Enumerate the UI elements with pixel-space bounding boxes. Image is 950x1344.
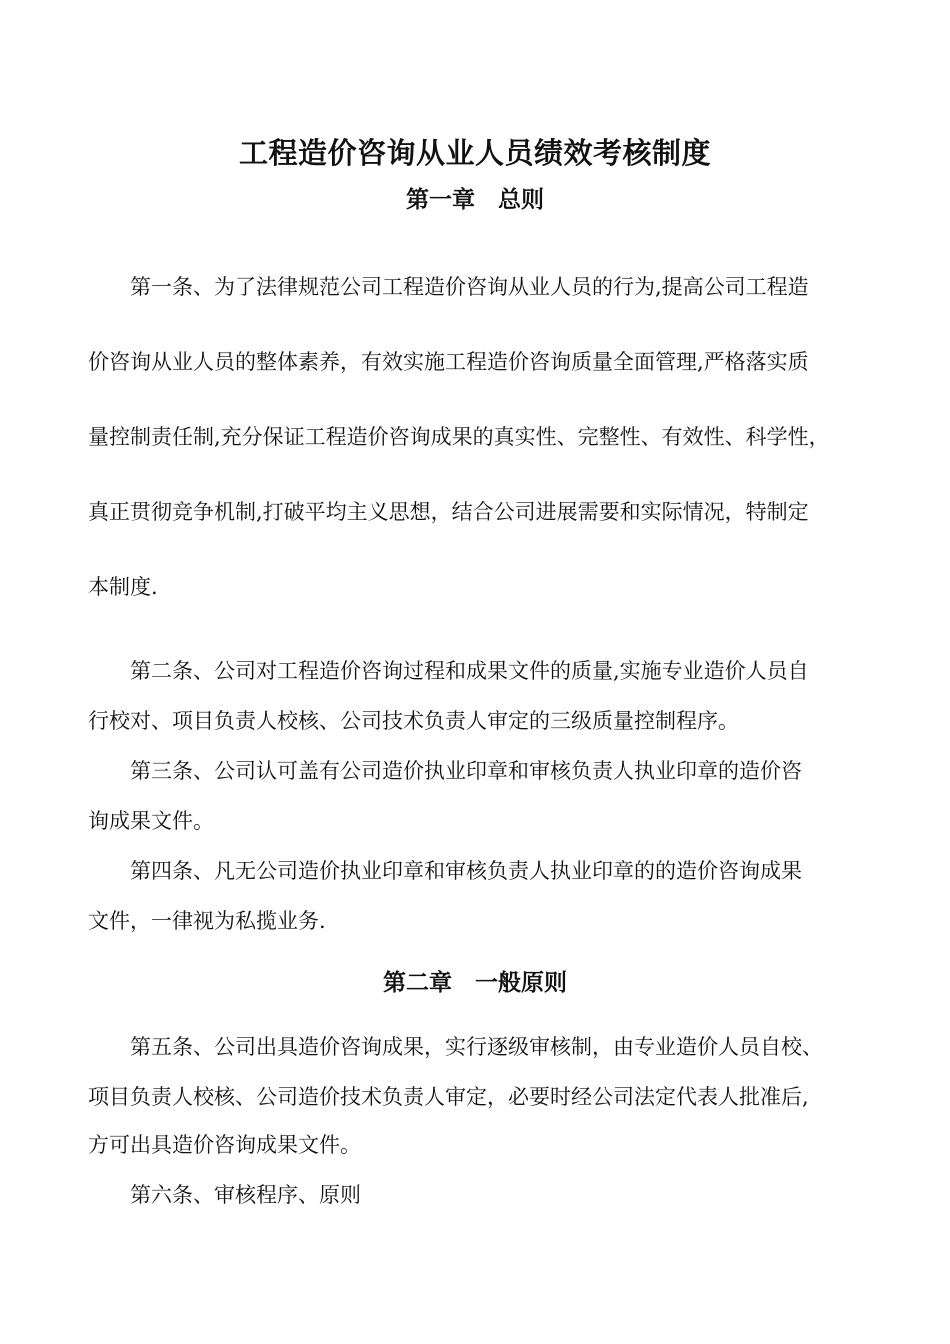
- article-6-line: 第六条、审核程序、原则: [130, 1183, 361, 1207]
- article-1-line: 真正贯彻竞争机制,打破平均主义思想，结合公司进展需要和实际情况，特制定: [88, 500, 809, 524]
- article-2-line: 第二条、公司对工程造价咨询过程和成果文件的质量,实施专业造价人员自: [130, 659, 809, 683]
- article-5-line: 方可出具造价咨询成果文件。: [88, 1133, 361, 1157]
- article-1-line: 价咨询从业人员的整体素养，有效实施工程造价咨询质量全面管理,严格落实质: [88, 350, 809, 374]
- article-4-line: 第四条、凡无公司造价执业印章和审核负责人执业印章的的造价咨询成果: [130, 859, 802, 883]
- chapter-1-heading: 第一章 总则: [406, 187, 544, 213]
- document-title: 工程造价咨询从业人员绩效考核制度: [238, 136, 711, 170]
- article-4-line: 文件，一律视为私揽业务.: [88, 909, 326, 933]
- article-5-line: 第五条、公司出具造价咨询成果，实行逐级审核制，由专业造价人员自校、: [130, 1035, 823, 1059]
- chapter-2-heading: 第二章 一般原则: [383, 970, 567, 996]
- article-2-line: 行校对、项目负责人校核、公司技术负责人审定的三级质量控制程序。: [88, 709, 739, 733]
- article-3-line: 询成果文件。: [88, 809, 214, 833]
- article-1-line: 第一条、为了法律规范公司工程造价咨询从业人员的行为,提高公司工程造: [130, 275, 809, 299]
- article-3-line: 第三条、公司认可盖有公司造价执业印章和审核负责人执业印章的造价咨: [130, 759, 802, 783]
- article-5-line: 项目负责人校核、公司造价技术负责人审定，必要时经公司法定代表人批准后,: [88, 1085, 809, 1109]
- article-1-line: 量控制责任制,充分保证工程造价咨询成果的真实性、完整性、有效性、科学性，: [88, 425, 830, 449]
- article-1-line: 本制度.: [88, 575, 158, 599]
